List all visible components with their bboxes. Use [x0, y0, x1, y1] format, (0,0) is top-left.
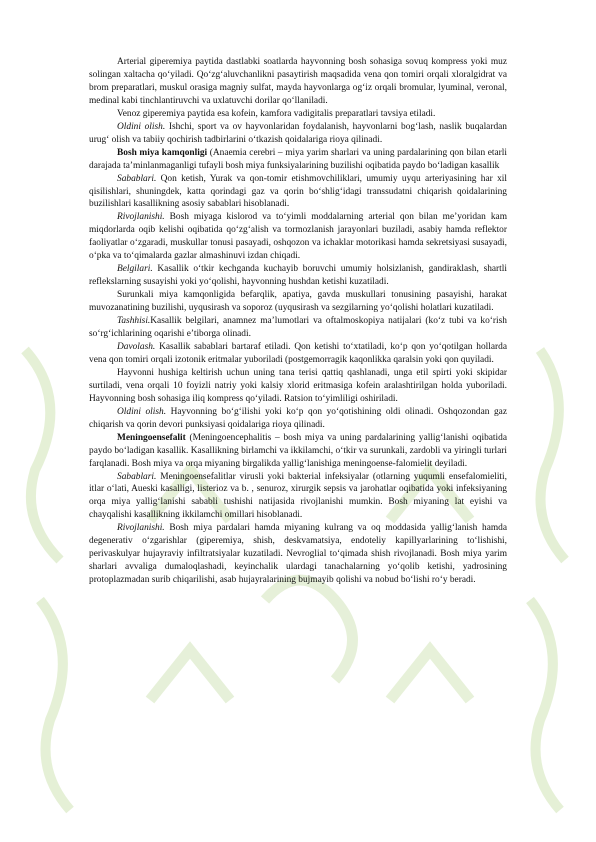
paragraph-text: (Anaemia cerebri – miya yarim sharlari va uning pardalarining qon bilan etarli darajada ta’minlanmaganligi tufayli bosh miya funksiyalarining buzilishi oqibatida paydo bo‘ladigan kasallik [89, 147, 508, 171]
paragraph-text: Kasallik o‘tkir kechganda kuchayib boruvchi umumiy holsizlanish, gandiraklash, shartli reflekslarning susayishi yoki yo‘qolishi, hayvonning hushdan ketishi kuzatiladi. [89, 264, 507, 288]
paragraph-label: Davolash. [117, 341, 156, 352]
paragraph-p8 [89, 289, 507, 315]
paragraph-text: Bosh miyaga kislorod va to‘yimli moddalarning arterial qon bilan me’yoridan kam miqdorlarda oqib kelishi oqibatida qo‘zg‘alish va tormozlanish jarayonlari buziladi, asabiy hamda reflektor faoliyatlar o‘zgaradi, muskullar tonusi pasayadi, oshqozon va ichaklar motorikasi hamda sekretsiyasi susayadi, o‘pka va to‘qimalarda gazlar almashinuvi izdan chiqadi. [89, 212, 507, 262]
paragraph-label: Oldini olish. [117, 121, 166, 132]
paragraph-heading: Bosh miya kamqonligi [117, 147, 208, 158]
paragraph-p4 [89, 147, 507, 173]
paragraph-p14 [89, 471, 507, 523]
paragraph-text: Kasallik sabablari bartaraf etiladi. Qon ketishi to‘xtatiladi, ko‘p qon yo‘qotilgan hollarda vena qon tomiri orqali izotonik eritmalar yuboriladi (postgemorragik kaqonlikka qaralsin yoki qon quyiladi. [89, 341, 507, 365]
paragraph-label: Rivojlanishi. [117, 523, 165, 534]
paragraph-text: Kasallik belgilari, anamnez ma’lumotlari va oftalmoskopiya natijalari (ko‘z tubi va ko‘rish so‘rg‘ichlarining oqarishi e’tiborga olinadi. [89, 316, 507, 340]
paragraph-text: Ishchi, sport va ov hayvonlaridan foydalanish, hayvonlarni bog‘lash, naslik buqalardan urug‘ olish va tabiiy qochirish tadbirlarini o‘tkazish qoidalariga rioya qilinadi. [89, 121, 507, 145]
paragraph-p1 [89, 56, 507, 108]
paragraph-label: Belgilari. [117, 264, 153, 275]
watermark-logo-left [25, 350, 70, 810]
paragraph-text: Qon ketish, Yurak va qon-tomir etishmovchiliklari, umumiy uyqu arteriyasining har xil qisilishlari, shuningdek, katta qorindagi gaz va qorin bo‘shlig‘idagi transsudatni chiqarish qoidalarining buzilishlari kasallikning asosiy sabablari hisoblanadi. [89, 173, 507, 210]
paragraph-text: Hayvonning bo‘g‘ilishi yoki ko‘p qon yo‘qotishining oldi olinadi. Oshqozondan gaz chiqarish va qorin devori punksiyasi qoidalariga rioya qilinadi. [89, 406, 507, 430]
paragraph-p9 [89, 315, 507, 341]
paragraph-p2 [89, 108, 507, 121]
paragraph-text: Arterial giperemiya paytida dastlabki soatlarda hayvonning bosh sohasiga sovuq kompress yoki muz solingan xaltacha qo‘yiladi. Qo‘zg‘aluvchanlikni pasaytirish maqsadida vena qon tomiri orqali xloralgidrat va brom preparatlari, muskul orasiga magniy sulfat, mayda hayvonlarga og‘iz orqali bromular, lyuminal, veronal, medinal kabi tinchlantiruvchi va uxlatuvchi dorilar qo‘llaniladi. [89, 57, 507, 106]
paragraph-p13 [89, 432, 507, 471]
paragraph-label: Tashhisi. [117, 316, 151, 327]
paragraph-p12 [89, 406, 507, 432]
paragraph-p15 [89, 522, 507, 587]
document-body [89, 56, 507, 587]
paragraph-p10 [89, 341, 507, 367]
paragraph-p11 [89, 367, 507, 406]
paragraph-label: Oldini olish. [117, 406, 167, 417]
paragraph-label: Sabablari. [117, 471, 157, 482]
paragraph-p5 [89, 173, 507, 212]
paragraph-text: Bosh miya pardalari hamda miyaning kulrang va oq moddasida yallig‘lanish hamda degenerativ o‘zgarishlar (giperemiya, shish, deskvamatsiya, endoteliy kapillyarlarining to‘lishishi, perivaskulyar hujayraviy infiltratsiyalar kuzatiladi. Nevroglial to‘qimada shish rivojlanadi. Bosh miya yarim sharlari avvaliga dumaloqlashadi, keyinchalik ulardagi tanachalarning yo‘qolib ketishi, yadrosining protoplazmadan surib chiqarilishi, asab hujayralarining bujmayib qolishi va nobud bo‘lishi ro‘y beradi. [89, 523, 507, 586]
paragraph-text: Surunkali miya kamqonligida befarqlik, apatiya, gavda muskullari tonusining pasayishi, harakat muvozanatining buzilishi, uyqusirash va soporoz (uyqusirash va sezgilarning yo‘qolishi holatlari kuzatiladi. [89, 290, 507, 314]
paragraph-text: Hayvonni hushiga keltirish uchun uning tana terisi qattiq qashlanadi, unga etil spirti yoki skipidar surtiladi, vena orqali 10 foyizli natriy yoki kalsiy xlorid eritmasiga kofein aralashtirilgan holda yuboriladi. Hayvonning bosh sohasiga iliq kompress qo‘yiladi. Ratsion to‘yimliligi oshiriladi. [89, 367, 507, 404]
paragraph-p3 [89, 121, 507, 147]
paragraph-text: (Meningoencephalitis – bosh miya va uning pardalarining yallig‘lanishi oqibatida paydo bo‘ladigan kasallik. Kasallikning birlamchi va ikkilamchi, o‘tkir va surunkali, zardobli va yiringli turlari farqlanadi. Bosh miya va orqa miyaning birgalikda yallig‘lanishiga meningoense-falomielit deyiladi. [89, 432, 507, 469]
paragraph-text: Meningoensefalitlar virusli yoki bakterial infeksiyalar (otlarning yuqumli ensefalomieliti, itlar o‘lati, Aueski kasalligi, listerioz va b. , senuroz, xirurgik sepsis va jarohatlar oqibatida yoki infeksiyaning orqa miya yallig‘lanishi sababli tushishi natijasida rivojlanishi mumkin. Bosh miyaning lat eyishi va chayqalishi kasallikning ikkilamchi omillari hisoblanadi. [89, 471, 507, 521]
paragraph-label: Rivojlanishi. [117, 212, 165, 223]
paragraph-p6 [89, 211, 507, 263]
watermark-logo-right [530, 350, 565, 810]
paragraph-heading: Meningoensefalit [117, 432, 186, 443]
paragraph-p7 [89, 263, 507, 289]
paragraph-text: Venoz giperemiya paytida esa kofein, kamfora vadigitalis preparatlari tavsiya etiladi. [117, 108, 436, 119]
paragraph-label: Sabablari. [117, 173, 157, 184]
